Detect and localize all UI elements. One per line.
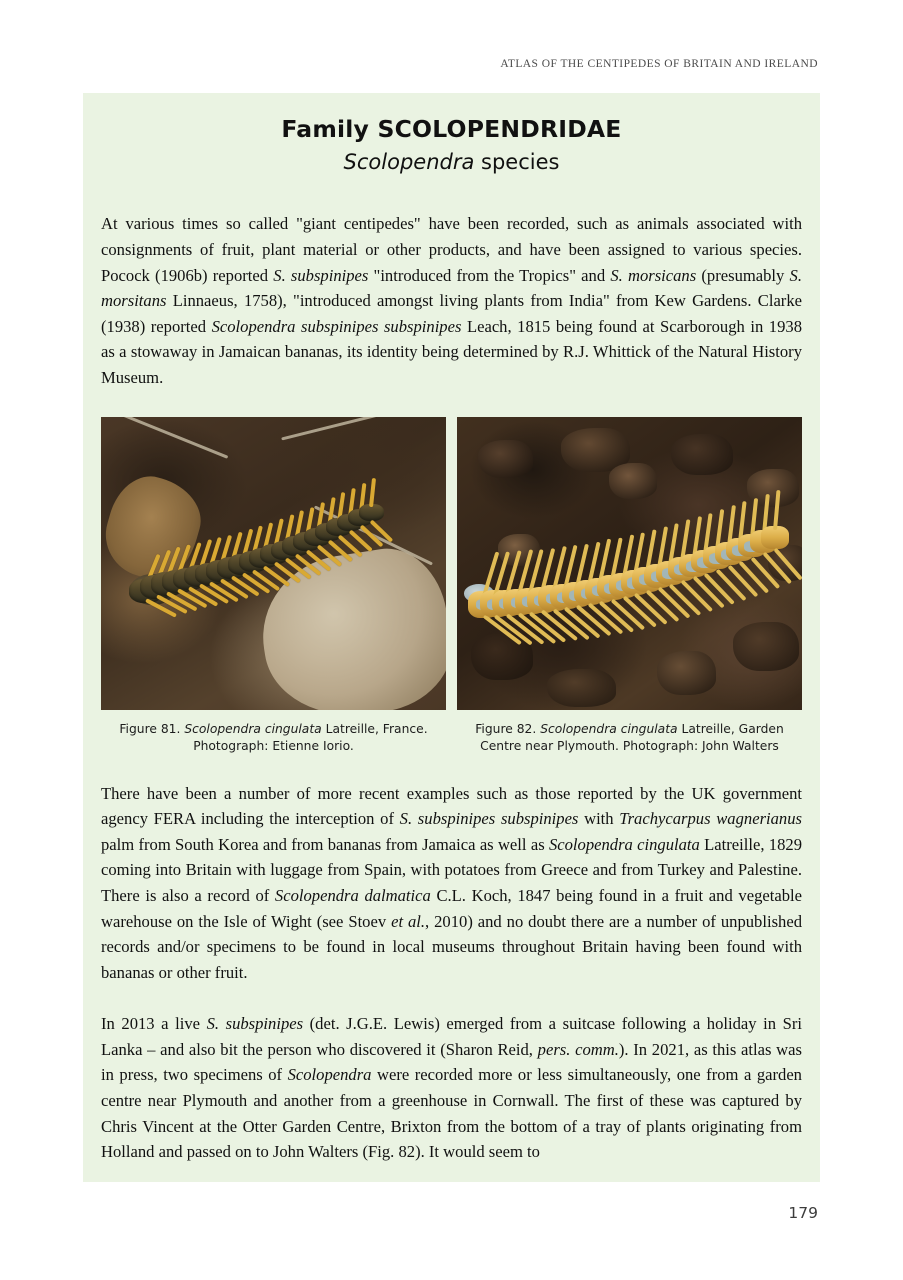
p1-run-6: S. morsitans bbox=[101, 265, 802, 311]
soil-clod bbox=[478, 440, 533, 478]
centipede-leg bbox=[762, 552, 791, 585]
p1-run-7: Linnaeus, 1758), "introduced amongst living plants from India" from Kew Gardens. Clarke (1938) reported bbox=[101, 291, 802, 336]
running-head: ATLAS OF THE CENTIPEDES OF BRITAIN AND IRELAND bbox=[500, 58, 818, 70]
p2-run-2: S. subspinipes subspinipes bbox=[399, 809, 579, 829]
figure-81 bbox=[101, 417, 446, 755]
soil-clod bbox=[609, 463, 657, 498]
centipede-body bbox=[464, 528, 795, 651]
p3-run-6: Scolopendra bbox=[287, 1065, 372, 1085]
figure-row bbox=[101, 417, 802, 755]
figure-81-caption bbox=[101, 721, 446, 755]
centipede-body bbox=[136, 487, 398, 628]
p3-run-1: In 2013 a live bbox=[101, 1014, 207, 1034]
p1-run-5: (presumably bbox=[696, 265, 790, 285]
paragraph-3 bbox=[101, 1011, 802, 1165]
p1-run-9: Leach, 1815 being found at Scarborough in 1938 as a stowaway in Jamaican bananas, its identity being determined by R.J. Whittick of the Natural History Museum. bbox=[101, 316, 802, 387]
figure-82-number: Figure 82. bbox=[475, 721, 537, 736]
family-heading: Family SCOLOPENDRIDAE bbox=[281, 115, 622, 143]
p2-run-10: et al. bbox=[391, 911, 426, 931]
p2-run-11: , 2010) and no doubt there are a number of unpublished records and/or specimens to be found in local museums throughout Britain having been found with bananas or other fruit. bbox=[101, 911, 802, 982]
paragraph-2 bbox=[101, 781, 802, 986]
p1-run-3: "introduced from the Tropics" and bbox=[368, 265, 611, 285]
p2-run-7: Latreille, 1829 coming into Britain with luggage from Spain, with potatoes from Greece and from Turkey and Palestine. There is also a record of bbox=[101, 834, 802, 905]
p3-run-2: S. subspinipes bbox=[206, 1014, 304, 1034]
p1-run-8: Scolopendra subspinipes subspinipes bbox=[211, 316, 462, 336]
centipede-leg bbox=[739, 560, 769, 593]
page-number: 179 bbox=[788, 1204, 818, 1222]
soil-clod bbox=[547, 669, 616, 707]
p2-run-4: Trachycarpus wagnerianus bbox=[619, 809, 802, 829]
content-panel bbox=[83, 93, 820, 1182]
figure-82-caption bbox=[457, 721, 802, 755]
centipede-leg bbox=[369, 478, 376, 507]
soil-clod bbox=[671, 434, 733, 475]
centipede-leg bbox=[681, 580, 713, 613]
p1-run-4: S. morsicans bbox=[610, 265, 697, 285]
p3-run-5: ). In 2021, as this atlas was in press, two specimens of bbox=[101, 1039, 802, 1085]
centipede-leg bbox=[715, 568, 746, 601]
figure-81-photo bbox=[101, 417, 446, 710]
paragraph-1 bbox=[101, 211, 802, 390]
figure-81-credit: Latreille, France. Photograph: Etienne Iorio. bbox=[193, 721, 428, 753]
figure-82 bbox=[457, 417, 802, 755]
figure-82-species: Scolopendra cingulata bbox=[540, 721, 678, 736]
species-heading-suffix: species bbox=[474, 150, 560, 175]
p2-run-5: palm from South Korea and from bananas from Jamaica as well as bbox=[101, 834, 549, 854]
p2-run-9: C.L. Koch, 1847 being found in a fruit and vegetable warehouse on the Isle of Wight (see Stoev bbox=[101, 885, 802, 931]
figure-81-species: Scolopendra cingulata bbox=[184, 721, 322, 736]
p1-run-2: S. subspinipes bbox=[273, 265, 369, 285]
species-heading-genus: Scolopendra bbox=[343, 150, 475, 175]
figure-81-number: Figure 81. bbox=[119, 721, 181, 736]
p2-run-6: Scolopendra cingulata bbox=[548, 834, 700, 854]
p2-run-3: with bbox=[578, 809, 620, 829]
centipede-leg bbox=[750, 556, 780, 589]
p1-run-1: At various times so called "giant centipedes" have been recorded, such as animals associated with consignments of fruit, plant material or other products, and have been assigned to various species. Pocock (1906b) reported bbox=[101, 214, 802, 285]
species-heading bbox=[101, 150, 802, 175]
p2-run-8: Scolopendra dalmatica bbox=[274, 885, 431, 905]
centipede-leg bbox=[727, 564, 758, 597]
p2-run-1: There have been a number of more recent examples such as those reported by the UK government agency FERA including the interception of bbox=[101, 783, 802, 829]
p3-run-3: (det. J.G.E. Lewis) emerged from a suitcase following a holiday in Sri Lanka – and also bit the person who discovered it (Sharon Reid, bbox=[101, 1014, 802, 1059]
soil-clod bbox=[657, 651, 716, 695]
page-title bbox=[101, 115, 802, 175]
p3-run-4: pers. comm. bbox=[537, 1039, 619, 1059]
figure-82-credit: Latreille, Garden Centre near Plymouth. Photograph: John Walters bbox=[480, 721, 784, 753]
figure-82-photo bbox=[457, 417, 802, 710]
p3-run-7: were recorded more or less simultaneously, one from a garden centre near Plymouth and another from a greenhouse in Cornwall. The first of these was captured by Chris Vincent at the Otter Garden Centre, Brixton from the bottom of a tray of plants originating from Holland and passed on to John Walters (Fig. 82). It would seem to bbox=[101, 1065, 802, 1162]
